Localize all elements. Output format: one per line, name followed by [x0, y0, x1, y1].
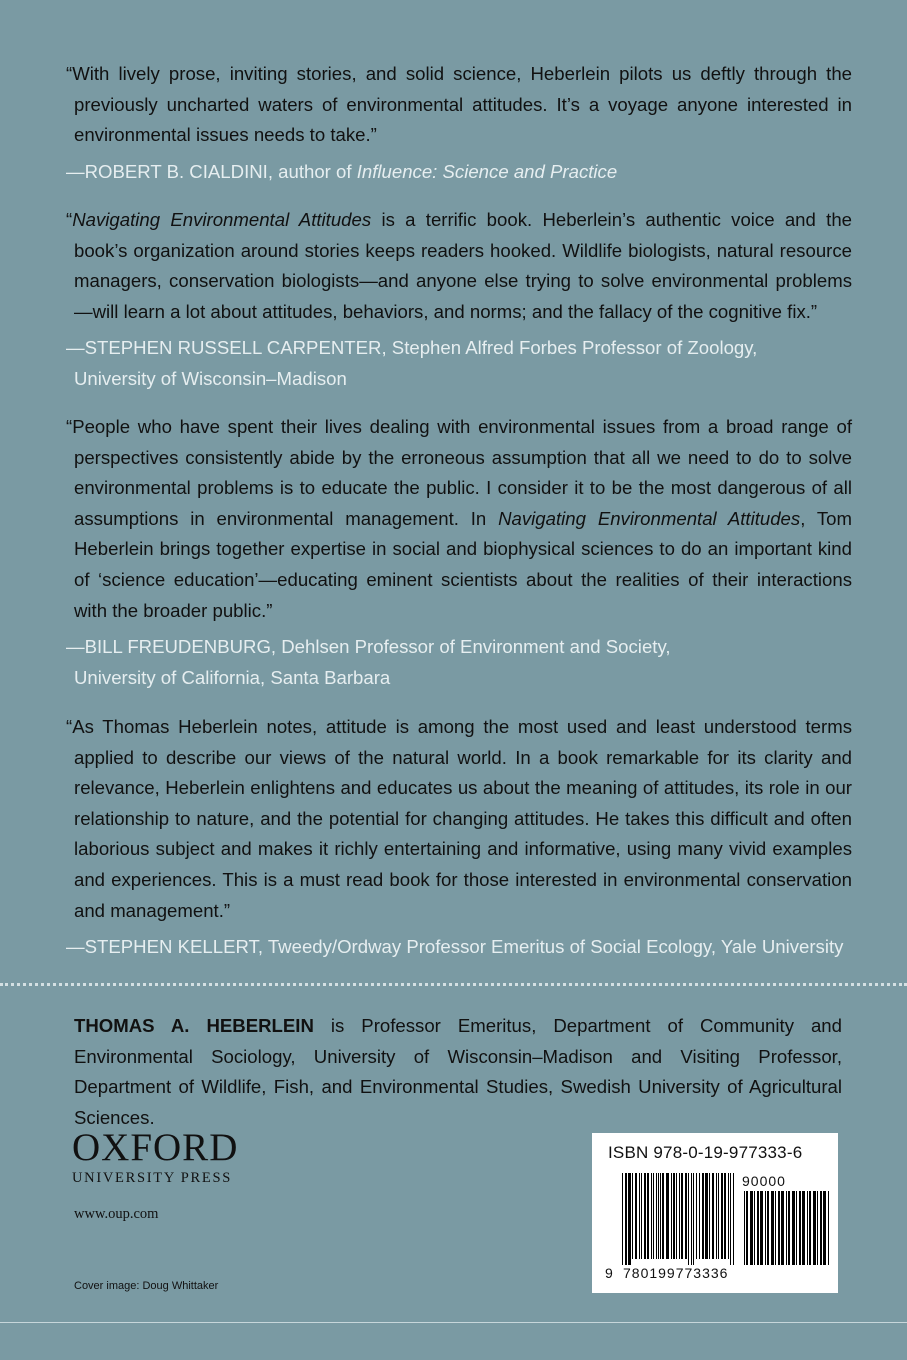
barcode-addon-bar [760, 1191, 763, 1265]
barcode-addon-bar [775, 1191, 776, 1265]
quote-book-title: Navigating Environmental Attitudes [498, 507, 801, 529]
barcode-bar [656, 1173, 657, 1259]
attribution-prefix: —ROBERT B. CIALDINI, author of [66, 160, 357, 182]
quote-text [66, 412, 852, 626]
author-bio-text: is Professor Emeritus, Department of Community and Environmental Sociology, University of Wisconsin–Madison and Visiting Professor, Department of Wildlife, Fish, and Environmental Studies, Swedish University of Agricultural Sciences. [74, 1015, 842, 1128]
quote-body-part-1: “People who have spent their lives dealing with environmental issues from a broad range of perspectives consistently abide by the erroneous assumption that all we need to do to solve environmental problems is to educate the public. I consider it to be the most dangerous of all assumptions in environmental management. In [66, 416, 852, 529]
barcode-bar [685, 1173, 687, 1259]
attribution-book-title: Influence: Science and Practice [356, 160, 618, 182]
publisher-logo [72, 1128, 238, 1187]
barcode-bar [628, 1173, 631, 1265]
barcode-bar [724, 1173, 726, 1259]
barcode-bar [653, 1173, 654, 1259]
barcode-bar [728, 1173, 729, 1259]
barcode-bar [647, 1173, 649, 1259]
attribution-line-1: —BILL FREUDENBURG, Dehlsen Professor of Environment and Society, [66, 636, 671, 658]
attribution-line-2: University of California, Santa Barbara [74, 666, 391, 688]
barcode-addon-bar [817, 1191, 818, 1265]
barcode-addon-bar [771, 1191, 774, 1265]
barcode-bar [696, 1173, 697, 1259]
barcode-addon-bar [828, 1191, 829, 1265]
barcode-panel [592, 1133, 838, 1293]
quote-body: “As Thomas Heberlein notes, attitude is among the most used and least understood terms applied to describe our views of the natural world. In a book remarkable for its clarity and relevance, Heberlein enlightens and educates us about the meaning of attitudes, its role in our relationship to nature, and the potential for changing attitudes. He takes this difficult and often laborious subject and makes it richly entertaining and informative, using many vivid examples and experiences. This is a must read book for those interested in environmental conservation and management.” [66, 716, 852, 921]
quote-freudenburg [66, 412, 852, 693]
quote-attribution [66, 632, 852, 693]
barcode-addon-bar [767, 1191, 769, 1265]
barcode-addon-bar [746, 1191, 748, 1265]
barcode-bar [622, 1173, 623, 1265]
quote-attribution [66, 157, 852, 188]
barcode-addon-bar [796, 1191, 797, 1265]
dotted-divider [0, 983, 907, 986]
barcode-addon-bar [786, 1191, 787, 1265]
barcode-bar [635, 1173, 637, 1259]
barcode-bar [639, 1173, 640, 1259]
barcode-bar [716, 1173, 717, 1259]
barcode-bar [660, 1173, 661, 1259]
barcode-bar [702, 1173, 704, 1259]
barcode-addon-bar [778, 1191, 780, 1265]
quote-carpenter [66, 205, 852, 395]
barcode-bar [712, 1173, 714, 1259]
barcode-bar [625, 1173, 627, 1265]
barcode-bar [718, 1173, 719, 1259]
barcode-addon-bar [799, 1191, 801, 1265]
barcode-addon-bar [792, 1191, 795, 1265]
publisher-website: www.oup.com [74, 1206, 159, 1222]
open-quote-mark: “ [66, 209, 73, 230]
barcode-addon-bar [813, 1191, 816, 1265]
barcode-bar [730, 1173, 731, 1265]
barcode-addon-bar [754, 1191, 755, 1265]
barcode-addon-bar [788, 1191, 790, 1265]
barcode-bar [641, 1173, 642, 1259]
barcode-addon-number: 90000 [742, 1173, 786, 1189]
cover-image-credit: Cover image: Doug Whittaker [74, 1280, 219, 1292]
barcode-bar [681, 1173, 683, 1259]
quote-text [66, 59, 852, 151]
barcode-addon-bar [823, 1191, 826, 1265]
barcode-lead-digit: 9 [605, 1265, 613, 1281]
barcode-addon-bar [757, 1191, 759, 1265]
barcode-bar [644, 1173, 646, 1259]
barcode-bar [666, 1173, 669, 1259]
attribution-line-1: —STEPHEN RUSSELL CARPENTER, Stephen Alfred Forbes Professor of Zoology, [66, 337, 758, 359]
barcode-bar [679, 1173, 680, 1259]
bottom-rule [0, 1322, 907, 1323]
quote-body: is a terrific book. Heberlein’s authentic voice and the book’s organization around stories keeps readers hooked. Wildlife biologists, natural resource managers, conservation biologists—and anyone else trying to solve environmental problems—will learn a lot about attitudes, behaviors, and norms; and the fallacy of the cognitive fix.” [74, 209, 853, 322]
barcode-bar [632, 1173, 633, 1259]
barcode-bar [662, 1173, 664, 1259]
quote-body: “With lively prose, inviting stories, and solid science, Heberlein pilots us deftly through the previously uncharted waters of environmental attitudes. It’s a voyage anyone interested in environmental issues needs to take.” [66, 63, 852, 146]
barcode-bar [671, 1173, 672, 1259]
barcode-addon-bar [809, 1191, 811, 1265]
barcode-bar [673, 1173, 675, 1259]
barcode-addon-bar [807, 1191, 808, 1265]
barcode-bar [705, 1173, 708, 1259]
barcode-bar [651, 1173, 652, 1259]
quote-attribution [66, 333, 852, 394]
publisher-subtitle: UNIVERSITY PRESS [72, 1170, 233, 1186]
isbn-number: ISBN 978-0-19-977333-6 [608, 1143, 803, 1162]
barcode-bar [733, 1173, 734, 1265]
quote-text [66, 712, 852, 926]
barcode-bar [676, 1173, 677, 1259]
quote-attribution [66, 932, 852, 963]
barcode-addon-bar [820, 1191, 822, 1265]
barcode-digits: 780199773336 [623, 1265, 729, 1281]
publisher-name: OXFORD [72, 1126, 239, 1169]
barcode-bar [688, 1173, 689, 1265]
barcode-bar [658, 1173, 659, 1259]
barcode-bar [693, 1173, 694, 1265]
author-bio [74, 1011, 842, 1133]
barcode-bar [721, 1173, 723, 1259]
quote-cialdini [66, 59, 852, 187]
barcode-icon [622, 1173, 832, 1265]
barcode-bar [691, 1173, 692, 1265]
attribution-line-2: University of Wisconsin–Madison [74, 367, 347, 389]
barcode-addon-bar [802, 1191, 805, 1265]
barcode-addon-bar [750, 1191, 753, 1265]
quote-book-title: Navigating Environmental Attitudes [72, 209, 372, 230]
barcode-bar [699, 1173, 700, 1259]
barcode-addon-bar [744, 1191, 745, 1265]
quote-body-part-2: , Tom Heberlein brings together expertise in social and biophysical sciences to do an important kind of ‘science education’—educating eminent scientists about the realities of their interactions with the broader public.” [74, 507, 852, 621]
barcode-addon-bar [765, 1191, 766, 1265]
author-name: THOMAS A. HEBERLEIN [74, 1015, 314, 1036]
attribution-line: —STEPHEN KELLERT, Tweedy/Ordway Professor Emeritus of Social Ecology, Yale University [66, 936, 844, 958]
barcode-addon-bar [781, 1191, 784, 1265]
quote-text [66, 205, 852, 327]
quote-kellert [66, 712, 852, 963]
barcode-bar [709, 1173, 710, 1259]
